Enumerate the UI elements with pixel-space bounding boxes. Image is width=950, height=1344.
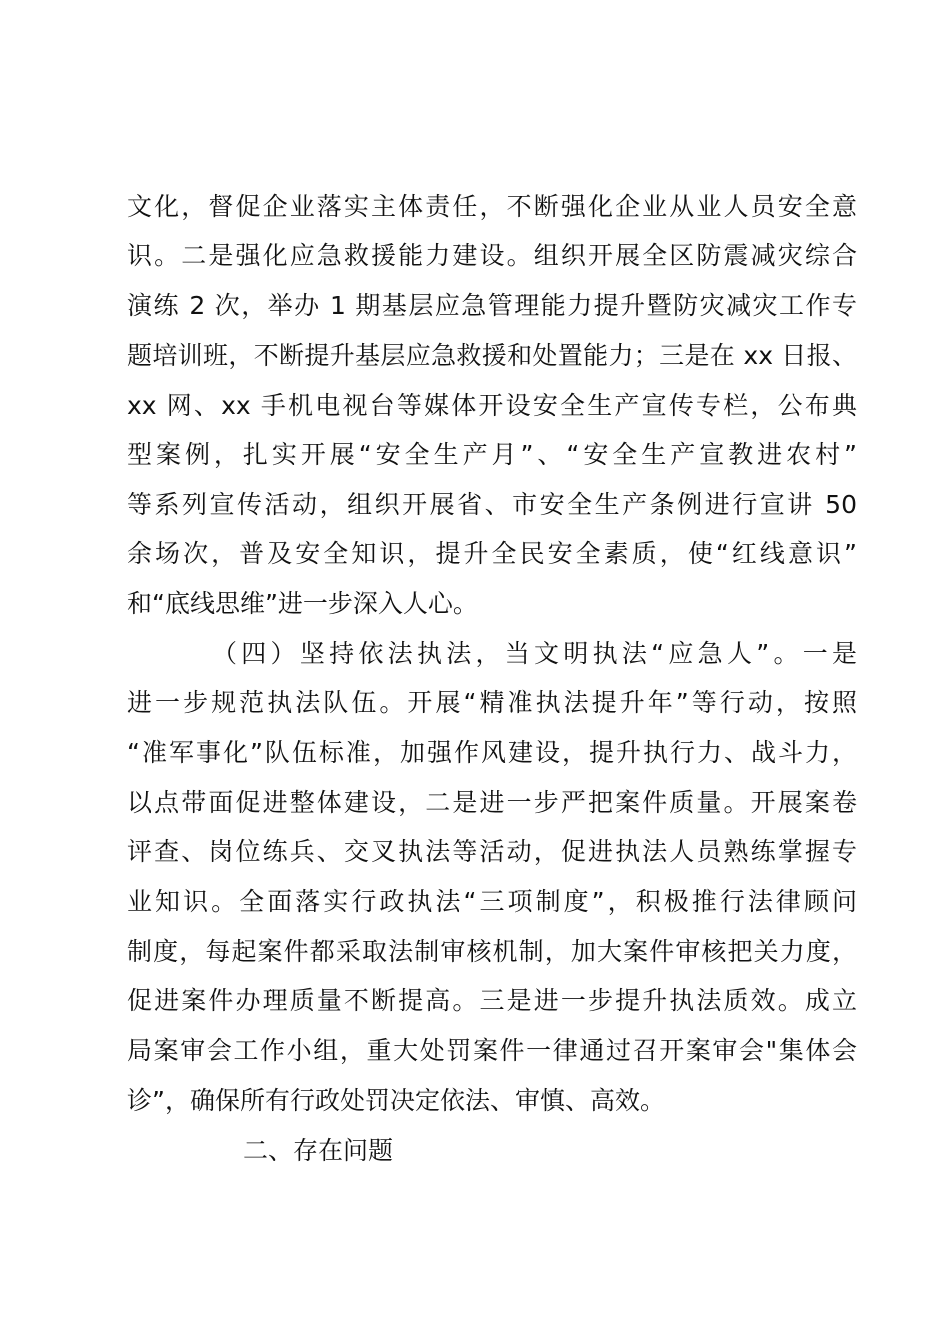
body-text-line: 制度，每起案件都采取法制审核机制，加大案件审核把关力度，	[127, 937, 857, 966]
body-text-line: 型案例，扎实开展“安全生产月”、“安全生产宣教进农村”	[127, 440, 857, 469]
body-text-line: 评查、岗位练兵、交叉执法等活动，促进执法人员熟练掌握专	[127, 837, 857, 866]
body-text-line: 以点带面促进整体建设，二是进一步严把案件质量。开展案卷	[127, 788, 857, 817]
body-text-line: “准军事化”队伍标准，加强作风建设，提升执行力、战斗力，	[127, 738, 857, 767]
section-four-heading-line: （四）坚持依法执法，当文明执法“应急人”。一是	[212, 639, 857, 668]
body-text-line: 余场次，普及安全知识，提升全民安全素质，使“红线意识”	[127, 539, 857, 568]
paragraph-end-line: 和“底线思维”进一步深入人心。	[127, 589, 478, 618]
body-text-line: 文化，督促企业落实主体责任，不断强化企业从业人员安全意	[127, 192, 857, 221]
body-text-line: 识。二是强化应急救援能力建设。组织开展全区防震减灾综合	[127, 241, 857, 270]
body-text-line: 题培训班，不断提升基层应急救援和处置能力；三是在 xx 日报、	[127, 341, 857, 370]
body-text-line: 促进案件办理质量不断提高。三是进一步提升执法质效。成立	[127, 986, 857, 1015]
body-text-line: 进一步规范执法队伍。开展“精准执法提升年”等行动，按照	[127, 688, 857, 717]
body-text-line: 局案审会工作小组，重大处罚案件一律通过召开案审会"集体会	[127, 1036, 857, 1065]
body-text-line: 等系列宣传活动，组织开展省、市安全生产条例进行宣讲 50	[127, 490, 857, 519]
section-heading: 二、存在问题	[243, 1136, 394, 1165]
body-text-line: 业知识。全面落实行政执法“三项制度”，积极推行法律顾问	[127, 887, 857, 916]
paragraph-end-line: 诊”，确保所有行政处罚决定依法、审慎、高效。	[127, 1086, 665, 1115]
body-text-line: xx 网、xx 手机电视台等媒体开设安全生产宣传专栏，公布典	[127, 391, 857, 420]
body-text-line: 演练 2 次，举办 1 期基层应急管理能力提升暨防灾减灾工作专	[127, 291, 857, 320]
